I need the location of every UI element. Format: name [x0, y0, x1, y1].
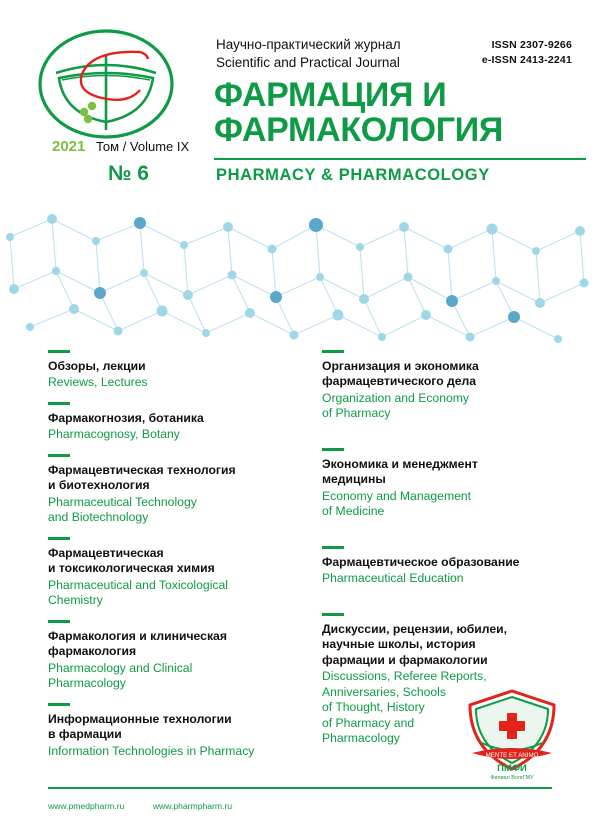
section-title-ru: Фармацевтическая и токсикологическая химия [48, 545, 215, 576]
section-title-en: Pharmaceutical and Toxicological Chemistry [48, 577, 228, 608]
footer-divider [48, 787, 552, 789]
section-title-en: Pharmaceutical Education [322, 571, 464, 586]
section-item [48, 350, 298, 391]
section-title-en: Reviews, Lectures [48, 375, 148, 390]
emblem-abbr: ПМФИ [497, 763, 527, 774]
emblem-sub: Филиал ВолгГМУ [490, 775, 534, 781]
section-title-en: Pharmacognosy, Botany [48, 427, 180, 442]
journal-kind [216, 36, 401, 72]
section-title-ru: Информационные технологии в фармации [48, 711, 232, 742]
section-title-ru: Обзоры, лекции [48, 359, 146, 373]
molecular-network-graphic [0, 197, 600, 347]
molecule-svg [0, 197, 600, 347]
section-dash-icon [48, 703, 70, 706]
section-item [48, 620, 298, 692]
issn-block [482, 38, 572, 68]
section-dash-icon [48, 454, 70, 457]
emblem-motto: MENTE ET ANIMO [485, 752, 539, 759]
issue-year: 2021 [52, 138, 86, 155]
pmfi-emblem-icon [462, 687, 562, 783]
section-title-en: Pharmacology and Clinical Pharmacology [48, 660, 193, 691]
journal-kind-ru: Научно-практический журнал [216, 37, 401, 52]
section-column-left [48, 350, 298, 770]
section-dash-icon [48, 402, 70, 405]
section-item [322, 546, 566, 587]
section-title-ru: Фармацевтическое образование [322, 554, 520, 569]
issn-print: ISSN 2307-9266 [491, 39, 572, 51]
section-item [48, 703, 298, 759]
footer-link-pmedpharm[interactable]: www.pmedpharm.ru [48, 801, 125, 811]
section-item [48, 402, 298, 443]
section-item [48, 454, 298, 526]
section-dash-icon [322, 448, 344, 451]
section-title-en: Organization and Economy of Pharmacy [322, 390, 470, 421]
journal-kind-en: Scientific and Practical Journal [216, 55, 400, 71]
section-dash-icon [322, 613, 344, 616]
section-dash-icon [48, 350, 70, 353]
issue-number: № 6 [108, 162, 149, 185]
journal-logo [36, 26, 184, 146]
journal-subtitle-en: PHARMACY & PHARMACOLOGY [216, 166, 490, 184]
section-title-ru: Экономика и менеджмент медицины [322, 456, 478, 487]
section-item [322, 350, 566, 422]
section-title-ru: Дискуссии, рецензии, юбилеи, научные школы, история фармации и фармакологии [322, 621, 508, 667]
bowl-of-hygieia-logo [36, 26, 184, 146]
footer-links [48, 801, 258, 811]
section-item [48, 537, 298, 609]
issue-volume: Том / Volume IX [96, 139, 190, 154]
section-item [322, 448, 566, 520]
journal-title-line-1: ФАРМАЦИЯ И [214, 76, 447, 114]
section-dash-icon [322, 350, 344, 353]
footer-link-pharmpharm[interactable]: www.pharmpharm.ru [152, 801, 233, 811]
section-dash-icon [48, 620, 70, 623]
issn-online: e-ISSN 2413-2241 [481, 54, 572, 67]
section-title-en: Discussions, Referee Reports, Anniversaries, Schools of Thought, History of Pharmacy and Pharmacology [322, 669, 487, 746]
section-dash-icon [322, 546, 344, 549]
section-title-ru: Фармацевтическая технология и биотехнология [48, 462, 236, 493]
university-emblem [462, 687, 562, 783]
section-title-ru: Организация и экономика фармацевтического дела [322, 359, 479, 389]
section-title-ru: Фармакогнозия, ботаника [48, 410, 204, 425]
journal-title [214, 78, 584, 147]
title-divider [214, 158, 586, 160]
section-title-ru: Фармакология и клиническая фармакология [48, 628, 227, 659]
section-dash-icon [48, 537, 70, 540]
section-title-en: Pharmaceutical Technology and Biotechnology [48, 494, 197, 525]
section-title-en: Economy and Management of Medicine [322, 488, 472, 519]
cover-header [0, 0, 600, 200]
section-title-en: Information Technologies in Pharmacy [48, 743, 255, 758]
journal-title-line-2: ФАРМАКОЛОГИЯ [214, 110, 504, 149]
